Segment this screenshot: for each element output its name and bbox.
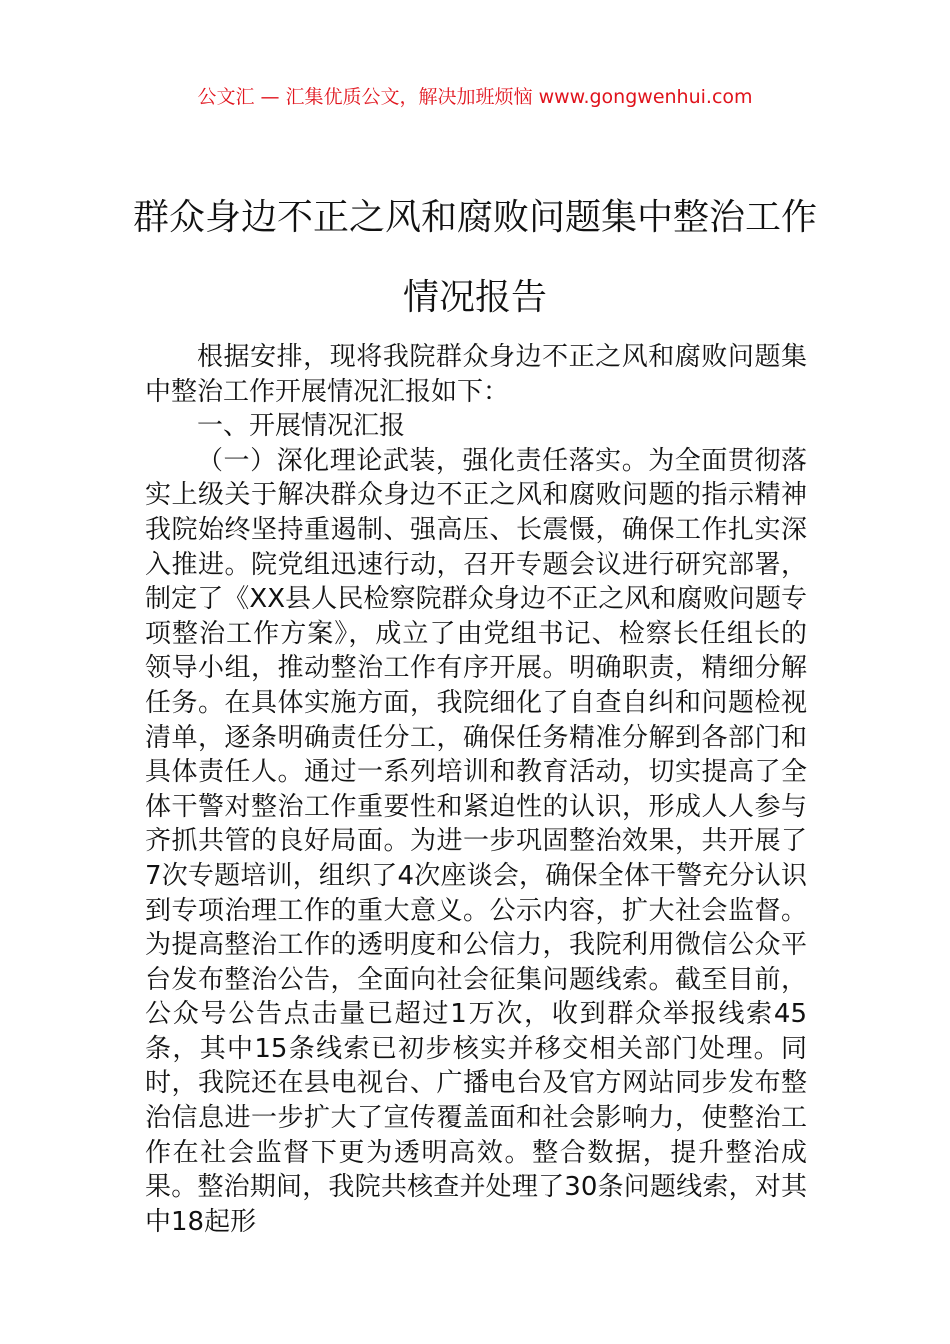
document-body bbox=[145, 340, 807, 1239]
document-title: 群众身边不正之风和腐败问题集中整治工作情况报告 bbox=[132, 197, 817, 319]
paragraph-section-1-1: （一）深化理论武装，强化责任落实。为全面贯彻落实上级关于解决群众身边不正之风和腐败问题的指示精神我院始终坚持重遏制、强高压、长震慑，确保工作扎实深入推进。院党组迅速行动，召开专题会议进行研究部署，制定了《XX县人民检察院群众身边不正之风和腐败问题专项整治工作方案》，成立了由党组书记、检察长任组长的领导小组，推动整治工作有序开展。明确职责，精细分解任务。在具体实施方面，我院细化了自查自纠和问题检视清单，逐条明确责任分工，确保任务精准分解到各部门和具体责任人。通过一系列培训和教育活动，切实提高了全体干警对整治工作重要性和紧迫性的认识，形成人人参与齐抓共管的良好局面。为进一步巩固整治效果，共开展了7次专题培训，组织了4次座谈会，确保全体干警充分认识到专项治理工作的重大意义。公示内容，扩大社会监督。为提高整治工作的透明度和公信力，我院利用微信公众平台发布整治公告，全面向社会征集问题线索。截至目前，公众号公告点击量已超过1万次，收到群众举报线索45条，其中15条线索已初步核实并移交相关部门处理。同时，我院还在县电视台、广播电台及官方网站同步发布整治信息进一步扩大了宣传覆盖面和社会影响力，使整治工作在社会监督下更为透明高效。整合数据，提升整治成果。整治期间，我院共核查并处理了30条问题线索，对其中18起形 bbox=[145, 445, 807, 1237]
section-heading-1: 一、开展情况汇报 bbox=[197, 411, 406, 442]
header-banner: 公文汇 — 汇集优质公文，解决加班烦恼 www.gongwenhui.com bbox=[197, 86, 753, 108]
paragraph-intro: 根据安排，现将我院群众身边不正之风和腐败问题集中整治工作开展情况汇报如下： bbox=[145, 342, 807, 407]
